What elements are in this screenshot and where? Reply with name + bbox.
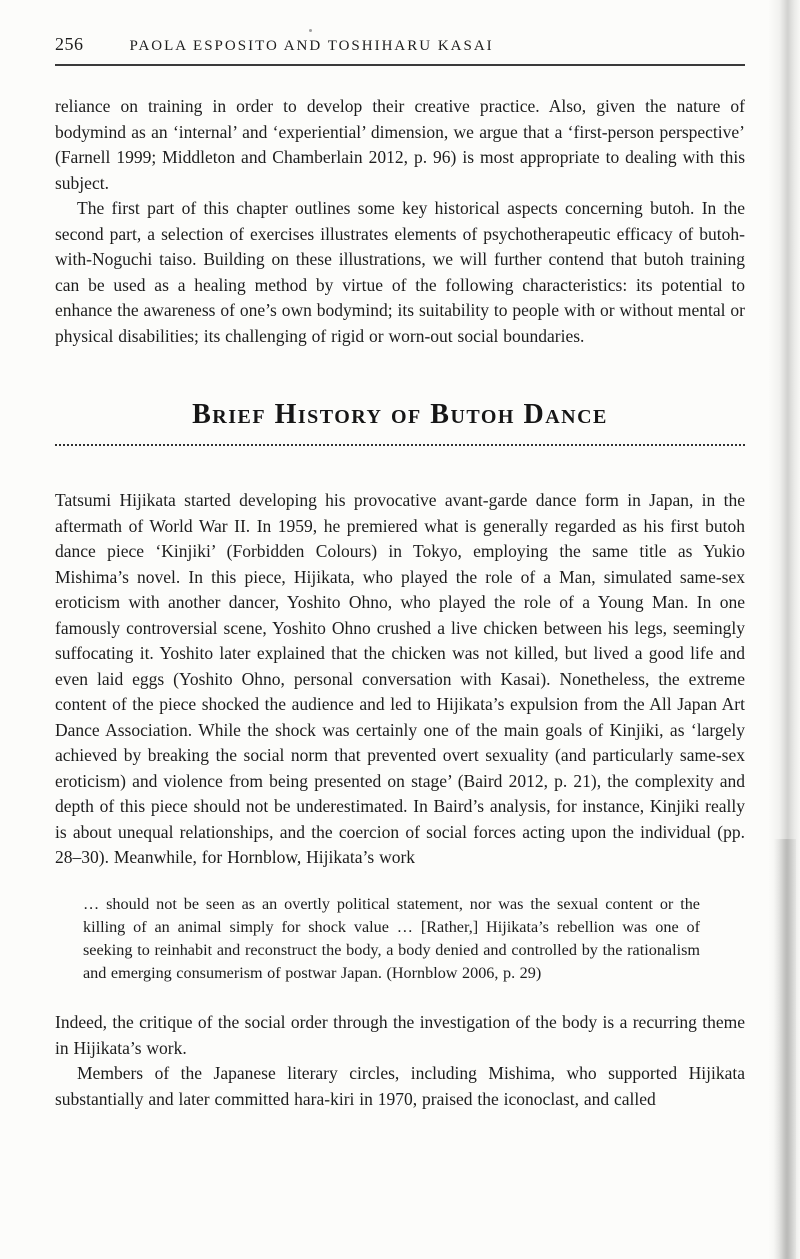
- intro-paragraph-1: reliance on training in order to develop their creative practice. Also, given the nature of bodymind as an ‘internal’ and ‘experiential’ dimension, we argue that a ‘first-person perspective’ (Farnell 1999; Middleton and Chamberlain 2012, p. 96) is most appropriate to dealing with this subject.: [55, 96, 745, 193]
- section-paragraph-3: Members of the Japanese literary circles, including Mishima, who supported Hijikata substantially and later committed hara-kiri in 1970, praised the iconoclast, and called: [55, 1063, 745, 1109]
- section-paragraph-2: Indeed, the critique of the social order through the investigation of the body is a recurring theme in Hijikata’s work.: [55, 1012, 745, 1058]
- section-paragraph-1: Tatsumi Hijikata started developing his provocative avant-garde dance form in Japan, in the aftermath of World War II. In 1959, he premiered what is generally regarded as his first butoh dance piece ‘Kinjiki’ (Forbidden Colours) in Tokyo, employing the same title as Yukio Mishima’s novel. In this piece, Hijikata, who played the role of a Man, simulated same-sex eroticism with another dancer, Yoshito Ohno, who played the role of a Young Man. In one famously controversial scene, Yoshito Ohno crushed a live chicken between his legs, seemingly suffocating it. Yoshito later explained that the chicken was not killed, but lived a good life and even laid eggs (Yoshito Ohno, personal conversation with Kasai). Nonetheless, the extreme content of the piece shocked the audience and led to Hijikata’s expulsion from the All Japan Art Dance Association. While the shock was certainly one of the main goals of Kinjiki, as ‘largely achieved by breaking the social norm that prevented overt sexuality (and particularly same-sex eroticism) and violence from being presented on stage’ (Baird 2012, p. 21), the complexity and depth of this piece should not be underestimated. In Baird’s analysis, for instance, Kinjiki really is about unequal relationships, and the coercion of social forces acting upon the individual (pp. 28–30). Meanwhile, for Hornblow, Hijikata’s work: [55, 490, 745, 867]
- intro-paragraph-2: The first part of this chapter outlines some key historical aspects concerning butoh. In the second part, a selection of exercises illustrates elements of psychotherapeutic efficacy of butoh-with-Noguchi taiso. Building on these illustrations, we will further contend that butoh training can be used as a healing method by virtue of the following characteristics: its potential to enhance the awareness of one’s own bodymind; its suitability to people with or without mental or physical disabilities; its challenging of rigid or worn-out social boundaries.: [55, 198, 745, 346]
- section-heading: Brief History of Butoh Dance: [192, 399, 608, 430]
- dotted-rule: [55, 444, 745, 446]
- block-quote: … should not be seen as an overtly political statement, nor was the sexual content or the killing of an animal simply for shock value … [Rather,] Hijikata’s rebellion was one of seeking to reinhabit and reconstruct the body, a body denied and controlled by the rationalism and emerging consumerism of postwar Japan. (Hornblow 2006, p. 29): [83, 894, 700, 983]
- running-header: [55, 34, 745, 66]
- section-heading-block: [55, 399, 745, 446]
- running-title: PAOLA ESPOSITO AND TOSHIHARU KASAI: [129, 38, 494, 54]
- page-number: 256: [55, 34, 84, 54]
